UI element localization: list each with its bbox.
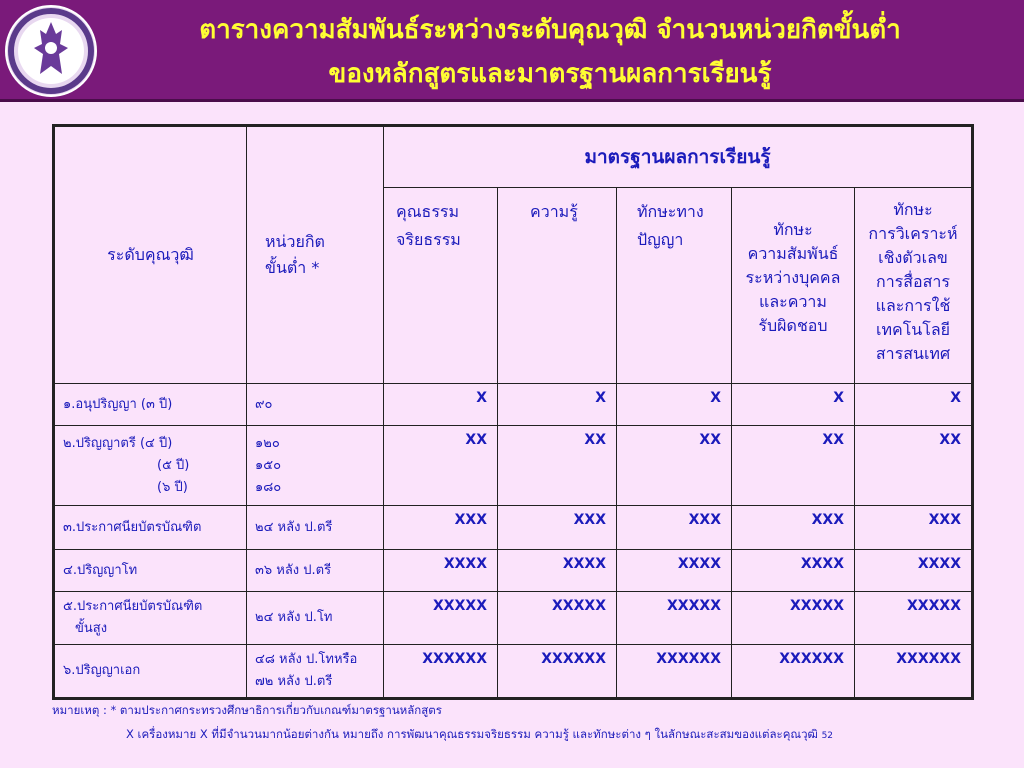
title-line-2: ของหลักสูตรและมาตรฐานผลการเรียนรู้ <box>328 59 772 89</box>
mark-cell: XXXXX <box>855 592 973 645</box>
mark-cell: XXXXXX <box>498 645 617 699</box>
page-title <box>100 8 1000 96</box>
row-level: ๑.อนุปริญญา (๓ ปี) <box>54 384 247 426</box>
mark-cell: X <box>498 384 617 426</box>
row-level: ๓.ประกาศนียบัตรบัณฑิต <box>54 506 247 550</box>
header-credits-line-2: ขั้นต่ำ * <box>265 258 320 277</box>
mark-cell: XXXX <box>617 550 732 592</box>
row-credits: ๓๖ หลัง ป.ตรี <box>247 550 384 592</box>
mark-cell: XXXXXX <box>732 645 855 699</box>
mark-cell: XXX <box>855 506 973 550</box>
title-banner <box>0 0 1024 102</box>
header-std-knowledge: ความรู้ <box>498 188 617 384</box>
mark-cell: X <box>855 384 973 426</box>
row-credits: ๑๒๐ ๑๕๐ ๑๘๐ <box>247 426 384 506</box>
header-std-numerical-ict: ทักษะ การวิเคราะห์ เชิงตัวเลข การสื่อสาร และการใช้ เทคโนโลยี สารสนเทศ <box>855 188 973 384</box>
table-row <box>54 426 973 506</box>
footnote-line-2: X เครื่องหมาย X ที่มีจำนวนมากน้อยต่างกัน หมายถึง การพัฒนาคุณธรรมจริยธรรม ความรู้ และทักษะต่าง ๆ ในลักษณะสะสมของแต่ละคุณวุฒิ 52 <box>126 727 834 741</box>
row-credits: ๙๐ <box>247 384 384 426</box>
university-seal-icon <box>4 4 98 98</box>
table-row <box>54 506 973 550</box>
mark-cell: XXXXX <box>384 592 498 645</box>
mark-cell: X <box>732 384 855 426</box>
header-credits-line-1: หน่วยกิต <box>265 232 325 251</box>
row-credits: ๔๘ หลัง ป.โทหรือ ๗๒ หลัง ป.ตรี <box>247 645 384 699</box>
mark-cell: XXX <box>732 506 855 550</box>
table-row <box>54 384 973 426</box>
mark-cell: XX <box>384 426 498 506</box>
row-credits: ๒๔ หลัง ป.โท <box>247 592 384 645</box>
qualification-table <box>52 124 974 700</box>
header-std-cognitive: ทักษะทาง ปัญญา <box>617 188 732 384</box>
row-level: ๒.ปริญญาตรี (๔ ปี) (๕ ปี) (๖ ปี) <box>54 426 247 506</box>
mark-cell: XX <box>498 426 617 506</box>
mark-cell: XX <box>617 426 732 506</box>
row-level: ๖.ปริญญาเอก <box>54 645 247 699</box>
mark-cell: XXXXXX <box>384 645 498 699</box>
header-learning-standards: มาตรฐานผลการเรียนรู้ <box>384 126 973 188</box>
footnote-line-1: หมายเหตุ : * ตามประกาศกระทรวงศึกษาธิการเกี่ยวกับเกณฑ์มาตรฐานหลักสูตร <box>52 703 442 717</box>
page-number: 52 <box>821 731 834 741</box>
mark-cell: XX <box>855 426 973 506</box>
mark-cell: XXX <box>384 506 498 550</box>
mark-cell: XXXXXX <box>855 645 973 699</box>
header-std-ethics: คุณธรรม จริยธรรม <box>384 188 498 384</box>
mark-cell: XXXXX <box>617 592 732 645</box>
mark-cell: XXXX <box>384 550 498 592</box>
title-line-1: ตารางความสัมพันธ์ระหว่างระดับคุณวุฒิ จำนวนหน่วยกิตขั้นต่ำ <box>199 15 901 45</box>
mark-cell: X <box>617 384 732 426</box>
row-level: ๕.ประกาศนียบัตรบัณฑิต ขั้นสูง <box>54 592 247 645</box>
mark-cell: XX <box>732 426 855 506</box>
mark-cell: XXXXX <box>498 592 617 645</box>
header-credits <box>247 126 384 384</box>
mark-cell: XXXXX <box>732 592 855 645</box>
mark-cell: XXXXXX <box>617 645 732 699</box>
mark-cell: XXXX <box>498 550 617 592</box>
mark-cell: XXX <box>617 506 732 550</box>
table-row <box>54 550 973 592</box>
mark-cell: XXX <box>498 506 617 550</box>
mark-cell: XXXX <box>855 550 973 592</box>
footnote <box>52 698 982 748</box>
row-credits: ๒๔ หลัง ป.ตรี <box>247 506 384 550</box>
header-level: ระดับคุณวุฒิ <box>54 126 247 384</box>
table-row <box>54 645 973 699</box>
table-row <box>54 592 973 645</box>
row-level: ๔.ปริญญาโท <box>54 550 247 592</box>
header-std-interpersonal: ทักษะ ความสัมพันธ์ ระหว่างบุคคล และความ รับผิดชอบ <box>732 188 855 384</box>
mark-cell: X <box>384 384 498 426</box>
mark-cell: XXXX <box>732 550 855 592</box>
